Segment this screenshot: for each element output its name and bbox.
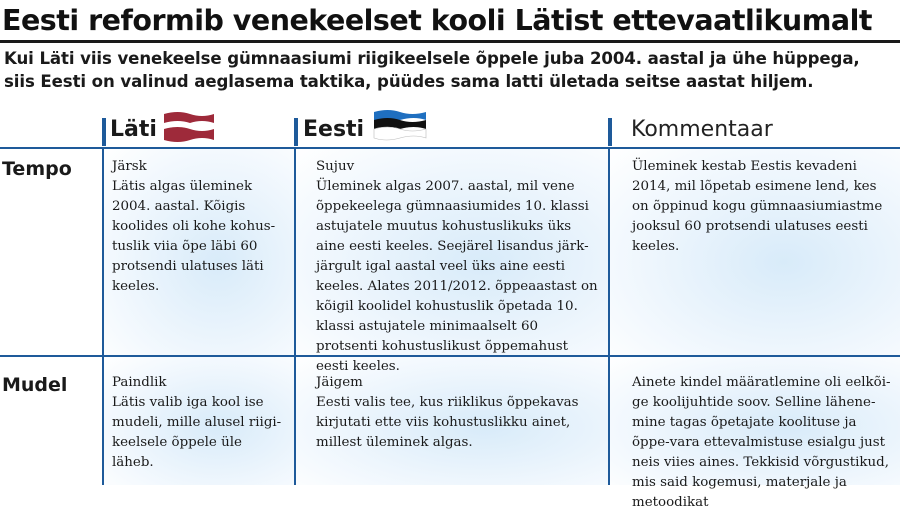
comment-column-header: Kommentaar — [631, 117, 773, 142]
comment-column-marker — [608, 118, 612, 146]
cell-heading: Jäigem Eesti valis tee, kus riiklikus õppekavas kirjutati ette viis kohustuslikku ainet, millest üleminek algas. — [316, 375, 579, 450]
latvia-column-header: Läti — [110, 117, 157, 142]
cell-heading: Sujuv Üleminek algas 2007. aastal, mil vene õppekeelega gümnaasiumides 10. klassi astujatele muutus kohustuslikuks üks aine eesti keeles. Seejärel lisandus järk-järgult igal aastal veel üks aine eesti keeles. Alates 2011/2012. õppeaastast on kõigil koolidel kohustuslik õpetada 10. klassi astujatele minimaalselt 60 protsenti kohustuslikust õppemahust eesti keeles. — [316, 159, 598, 374]
estonia-column-header: Eesti — [303, 117, 365, 142]
lead-paragraph: Kui Läti viis venekeelse gümnaasiumi riigikeelsele õppele juba 2004. aastal ja ühe hüppega, siis Eesti on valinud aeglasema taktika, püüdes sama latti ületada seitse aastat hiljem. — [4, 49, 860, 91]
cell-text: Üleminek kestab Eestis kevadeni 2014, mil lõpetab esimene lend, kes on õppinud kogu gümnaasiumiastme jooksul 60 protsendi ulatuses eesti keeles. — [632, 159, 883, 254]
row-label-mudel: Mudel — [2, 374, 68, 396]
latvia-flag-icon — [162, 110, 216, 146]
cell-heading: Paindlik Lätis valib iga kool ise mudeli, mille alusel riigi-keelsele õppele üle läheb. — [112, 375, 282, 470]
cell-heading: Järsk Lätis algas üleminek 2004. aastal. Kõigis koolides oli kohe kohus-tuslik viia õpe läbi 60 protsendi ulatuses läti keeles. — [112, 159, 276, 294]
estonia-flag-icon — [372, 108, 428, 144]
tempo-comment-text — [632, 157, 894, 257]
tempo-latvia-text — [112, 157, 282, 297]
mudel-estonia-text — [316, 373, 598, 453]
tempo-estonia-text — [316, 157, 598, 377]
latvia-column-marker — [102, 118, 106, 146]
headline-rule — [0, 40, 900, 43]
row-label-tempo: Tempo — [2, 158, 72, 180]
mudel-comment-text — [632, 373, 894, 513]
headline: Eesti reformib venekeelset kooli Lätist ettevaatlikumalt — [2, 4, 873, 37]
mudel-latvia-text — [112, 373, 282, 473]
cell-text: Ainete kindel määratlemine oli eelkõi-ge koolijuhtide soov. Selline lähene-mine tagas õpetajate koolituse ja õppe-vara ettevalmistuse esialgu just neis viies aines. Tekkisid võrgustikud, mis said kogemusi, materjale ja metoodikat — [632, 375, 891, 510]
estonia-column-marker — [294, 118, 298, 146]
